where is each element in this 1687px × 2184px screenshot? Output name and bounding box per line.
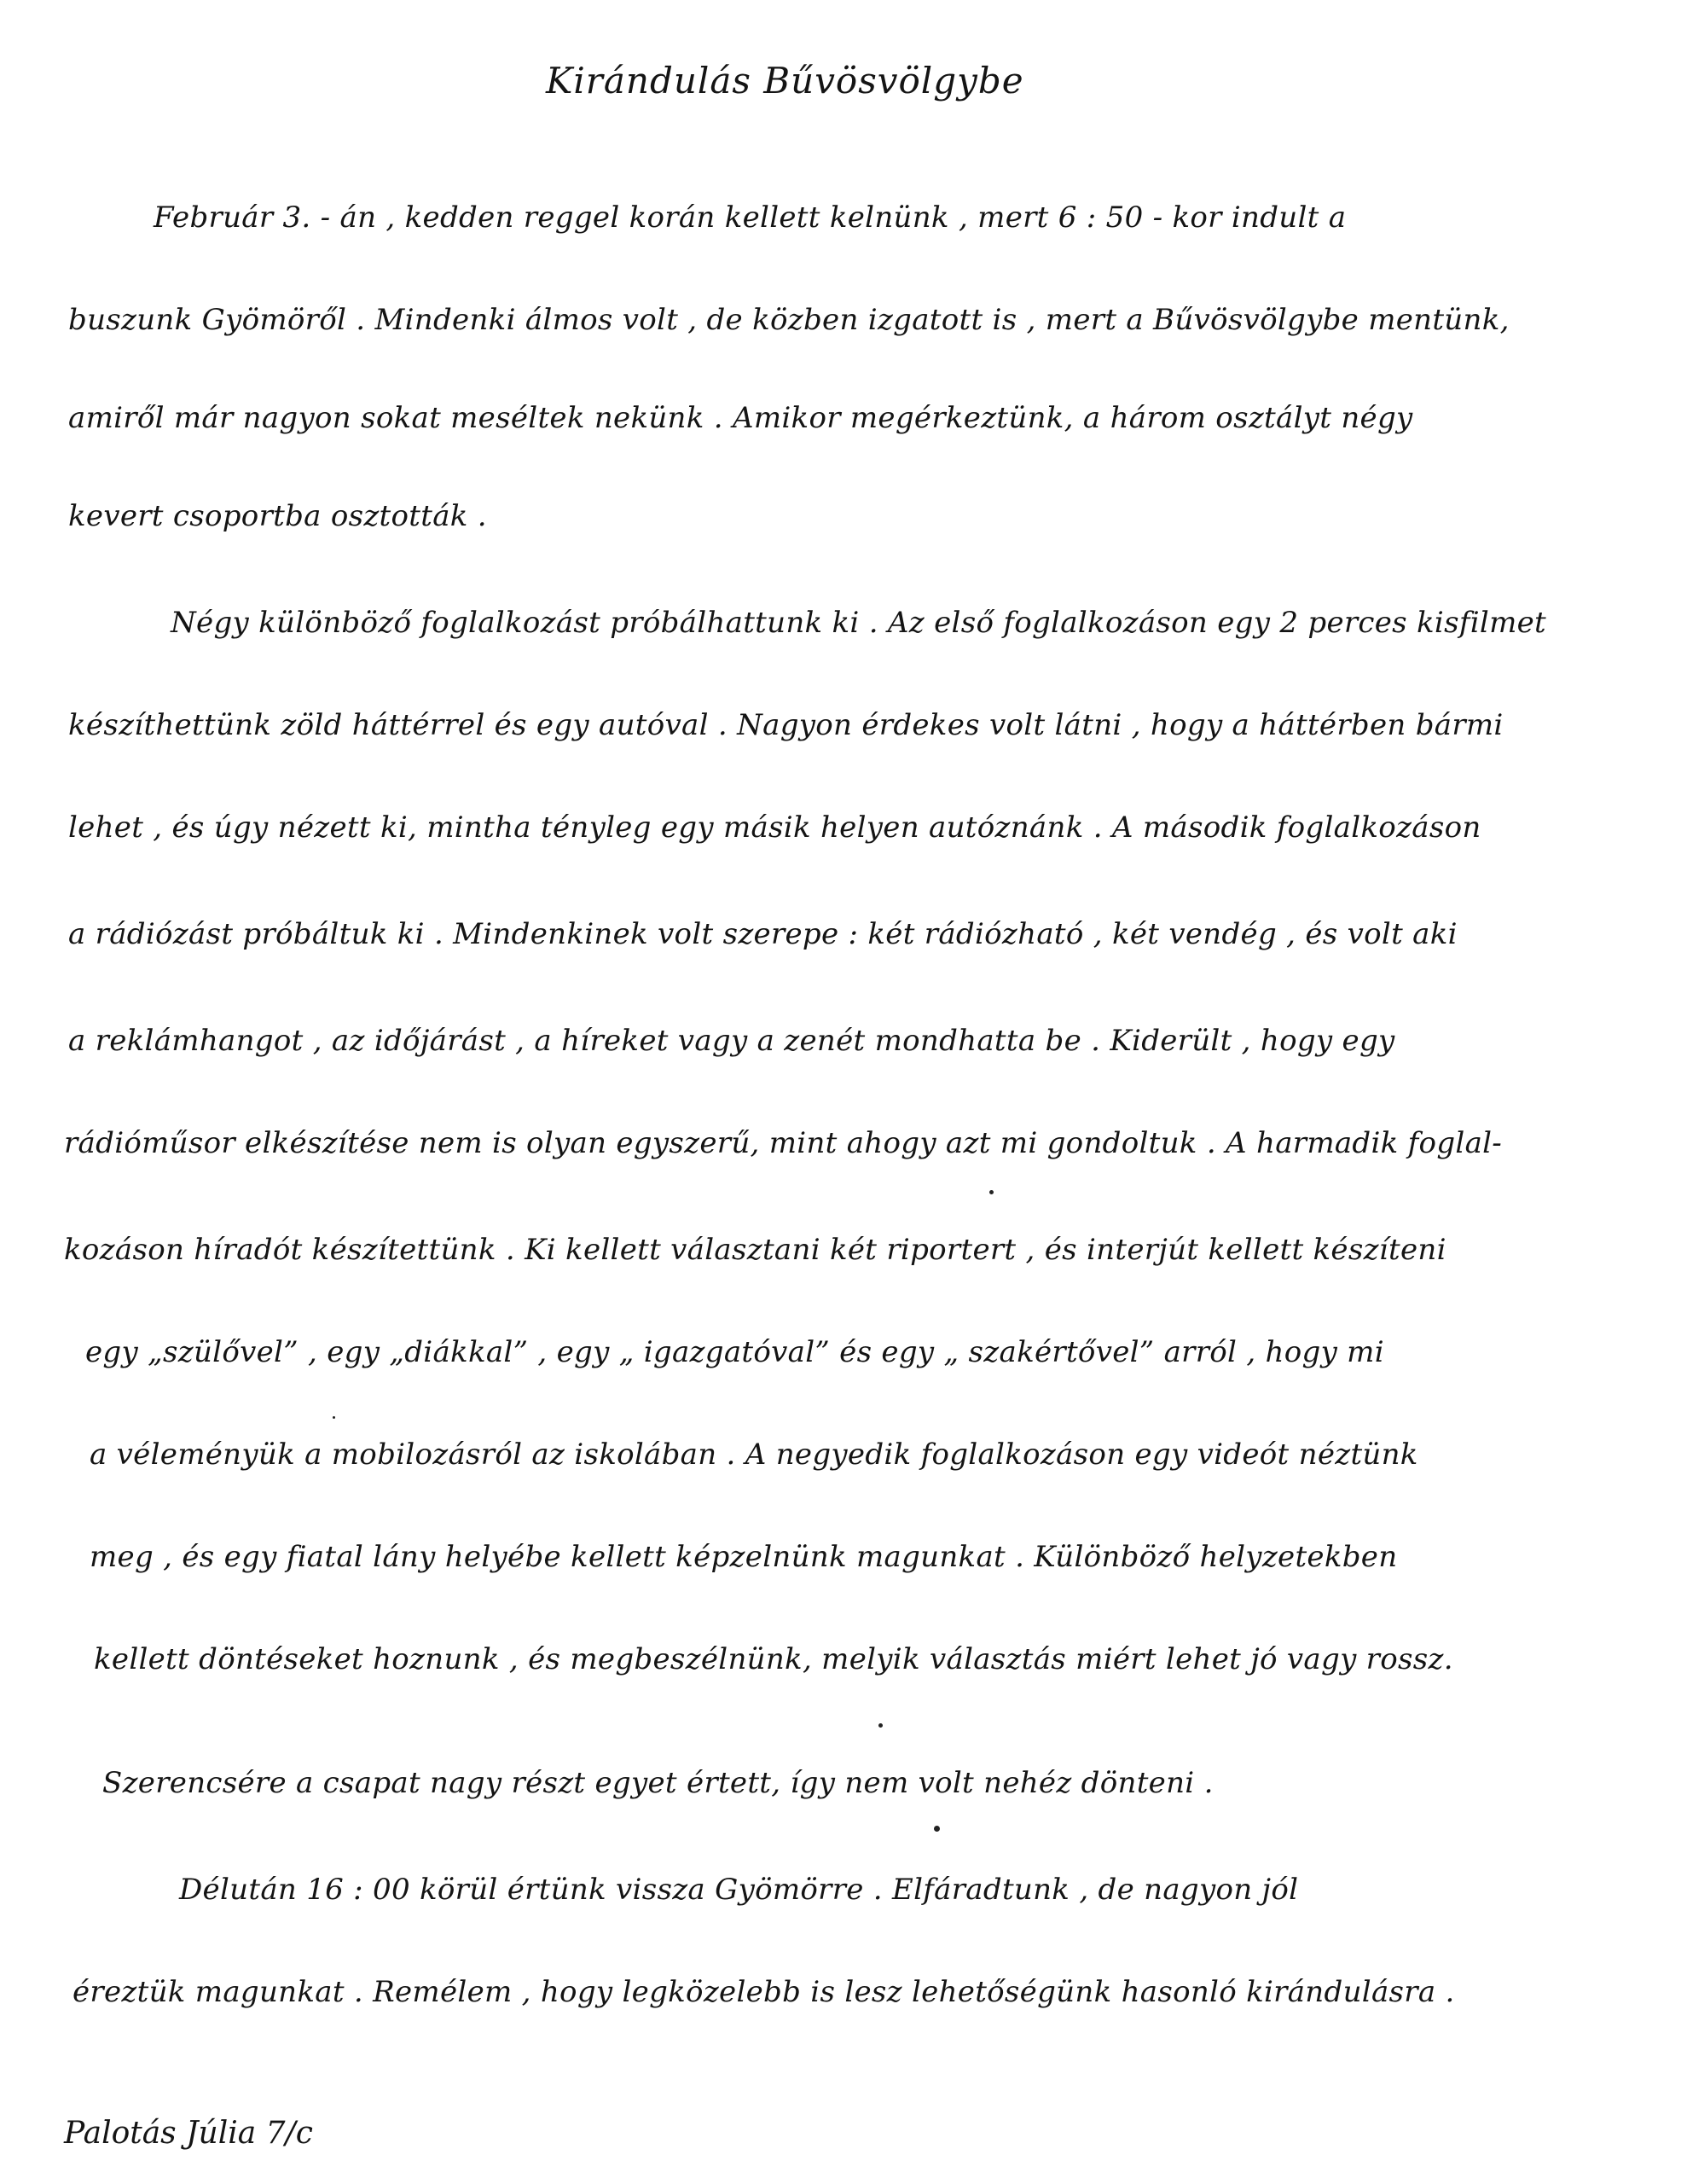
text-line: a reklámhangot , az időjárást , a híreket vagy a zenét mondhatta be . Kiderült , hogy egy [68, 1024, 1395, 1058]
text-line: éreztük magunkat . Remélem , hogy legközelebb is lesz lehetőségünk hasonló kirándulásra . [72, 1975, 1455, 2009]
scan-speck [934, 1826, 940, 1832]
text-line: a véleményük a mobilozásról az iskolában . A negyedik foglalkozáson egy videót néztünk [90, 1438, 1418, 1472]
page-title: Kirándulás Bűvösvölgybe [546, 60, 1024, 102]
signature: Palotás Júlia 7/c [64, 2116, 313, 2151]
text-line: rádióműsor elkészítése nem is olyan egyszerű, mint ahogy azt mi gondoltuk . A harmadik foglal- [64, 1126, 1503, 1160]
scan-speck [989, 1190, 994, 1194]
text-line: egy „szülővel” , egy „diákkal” , egy „ igazgatóval” és egy „ szakértővel” arról , hogy mi [85, 1335, 1384, 1369]
text-line: meg , és egy fiatal lány helyébe kellett képzelnünk magunkat . Különböző helyzetekben [90, 1540, 1398, 1574]
text-line: Négy különböző foglalkozást próbálhattunk ki . Az első foglalkozáson egy 2 perces kisfilmet [171, 606, 1547, 640]
scan-speck [333, 1416, 335, 1419]
text-line: kevert csoportba osztották . [68, 499, 487, 533]
text-line: kozáson híradót készítettünk . Ki kellett választani két riportert , és interjút kellett készíteni [64, 1233, 1446, 1267]
text-line: Délután 16 : 00 körül értünk vissza Gyömörre . Elfáradtunk , de nagyon jól [179, 1873, 1299, 1907]
text-line: kellett döntéseket hoznunk , és megbeszélnünk, melyik választás miért lehet jó vagy rossz. [94, 1642, 1453, 1676]
text-line: buszunk Gyömöről . Mindenki álmos volt , de közben izgatott is , mert a Bűvösvölgybe mentünk, [68, 303, 1510, 337]
text-line: készíthettünk zöld háttérrel és egy autóval . Nagyon érdekes volt látni , hogy a háttérben bármi [68, 708, 1504, 742]
scan-speck [878, 1723, 883, 1728]
text-line: lehet , és úgy nézett ki, mintha tényleg egy másik helyen autóznánk . A második foglalkozáson [68, 810, 1481, 845]
text-line: a rádiózást próbáltuk ki . Mindenkinek volt szerepe : két rádiózható , két vendég , és volt aki [68, 917, 1458, 951]
text-line: Február 3. - án , kedden reggel korán kellett kelnünk , mert 6 : 50 - kor indult a [154, 200, 1347, 235]
text-line: amiről már nagyon sokat meséltek nekünk . Amikor megérkeztünk, a három osztályt négy [68, 401, 1413, 435]
text-line: Szerencsére a csapat nagy részt egyet értett, így nem volt nehéz dönteni . [102, 1766, 1214, 1800]
